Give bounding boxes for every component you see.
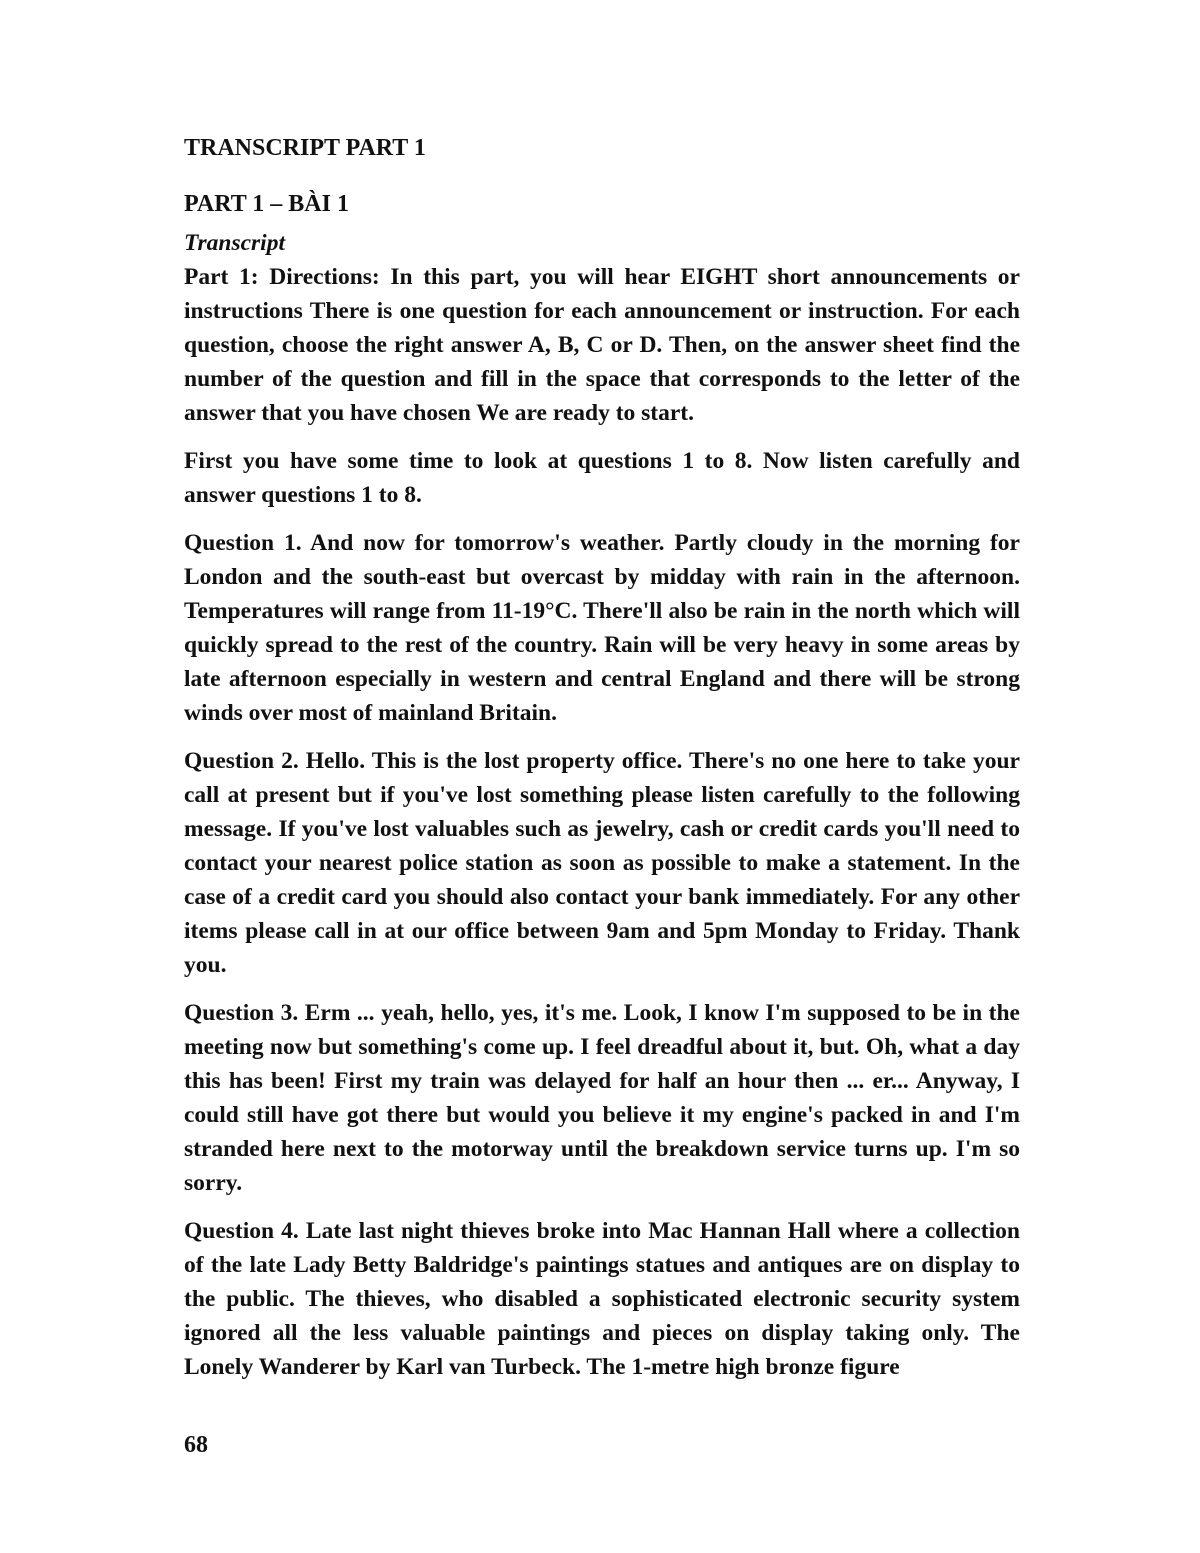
document-page — [184, 128, 1020, 1398]
paragraph-intro — [184, 444, 1020, 512]
paragraph-label: Question 1. — [184, 530, 302, 556]
paragraph-question-2 — [184, 744, 1020, 982]
paragraph-label: Question 2. — [184, 748, 299, 774]
document-title: TRANSCRIPT PART 1 — [184, 135, 426, 161]
paragraph-label: Question 3. — [184, 1000, 299, 1026]
paragraph-question-3 — [184, 996, 1020, 1200]
paragraph-directions — [184, 260, 1020, 430]
paragraph-text: In this part, you will hear EIGHT short announcements or instructions There is one question for each announcement or instruction. For each question, choose the right answer A, B, C or D. Then, on the answer sheet find the number of the question and fill in the space that corresponds to the letter of the answer that you have chosen We are ready to start. — [184, 264, 1020, 426]
paragraph-text: And now for tomorrow's weather. Partly cloudy in the morning for London and the south-east but overcast by midday with rain in the afternoon. Temperatures will range from 11-19°C. There'll also be rain in the north which will quickly spread to the rest of the country. Rain will be very heavy in some areas by late afternoon especially in western and central England and there will be strong winds over most of mainland Britain. — [184, 530, 1020, 726]
paragraph-label: Question 4. — [184, 1218, 299, 1244]
paragraph-label: Part 1: Directions: — [184, 264, 380, 290]
paragraph-text: First you have some time to look at questions 1 to 8. Now listen carefully and answer questions 1 to 8. — [184, 448, 1020, 508]
section-title: PART 1 – BÀI 1 — [184, 191, 349, 217]
paragraph-question-1 — [184, 526, 1020, 730]
paragraph-text: Late last night thieves broke into Mac Hannan Hall where a collection of the late Lady Betty Baldridge's paintings statues and antiques are on display to the public. The thieves, who disabled a sophisticated electronic security system ignored all the less valuable paintings and pieces on display taking only. The Lonely Wanderer by Karl van Turbeck. The 1-metre high bronze figure — [184, 1218, 1020, 1380]
paragraph-question-4 — [184, 1214, 1020, 1384]
subsection-title: Transcript — [184, 230, 285, 256]
paragraph-text: Hello. This is the lost property office. There's no one here to take your call at present but if you've lost something please listen carefully to the following message. If you've lost valuables such as jewelry, cash or credit cards you'll need to contact your nearest police station as soon as possible to make a statement. In the case of a credit card you should also contact your bank immediately. For any other items please call in at our office between 9am and 5pm Monday to Friday. Thank you. — [184, 748, 1020, 978]
page-number: 68 — [184, 1432, 208, 1458]
paragraph-text: Erm ... yeah, hello, yes, it's me. Look, I know I'm supposed to be in the meeting now but something's come up. I feel dreadful about it, but. Oh, what a day this has been! First my train was delayed for half an hour then ... er... Anyway, I could still have got there but would you believe it my engine's packed in and I'm stranded here next to the motorway until the breakdown service turns up. I'm so sorry. — [184, 1000, 1020, 1196]
